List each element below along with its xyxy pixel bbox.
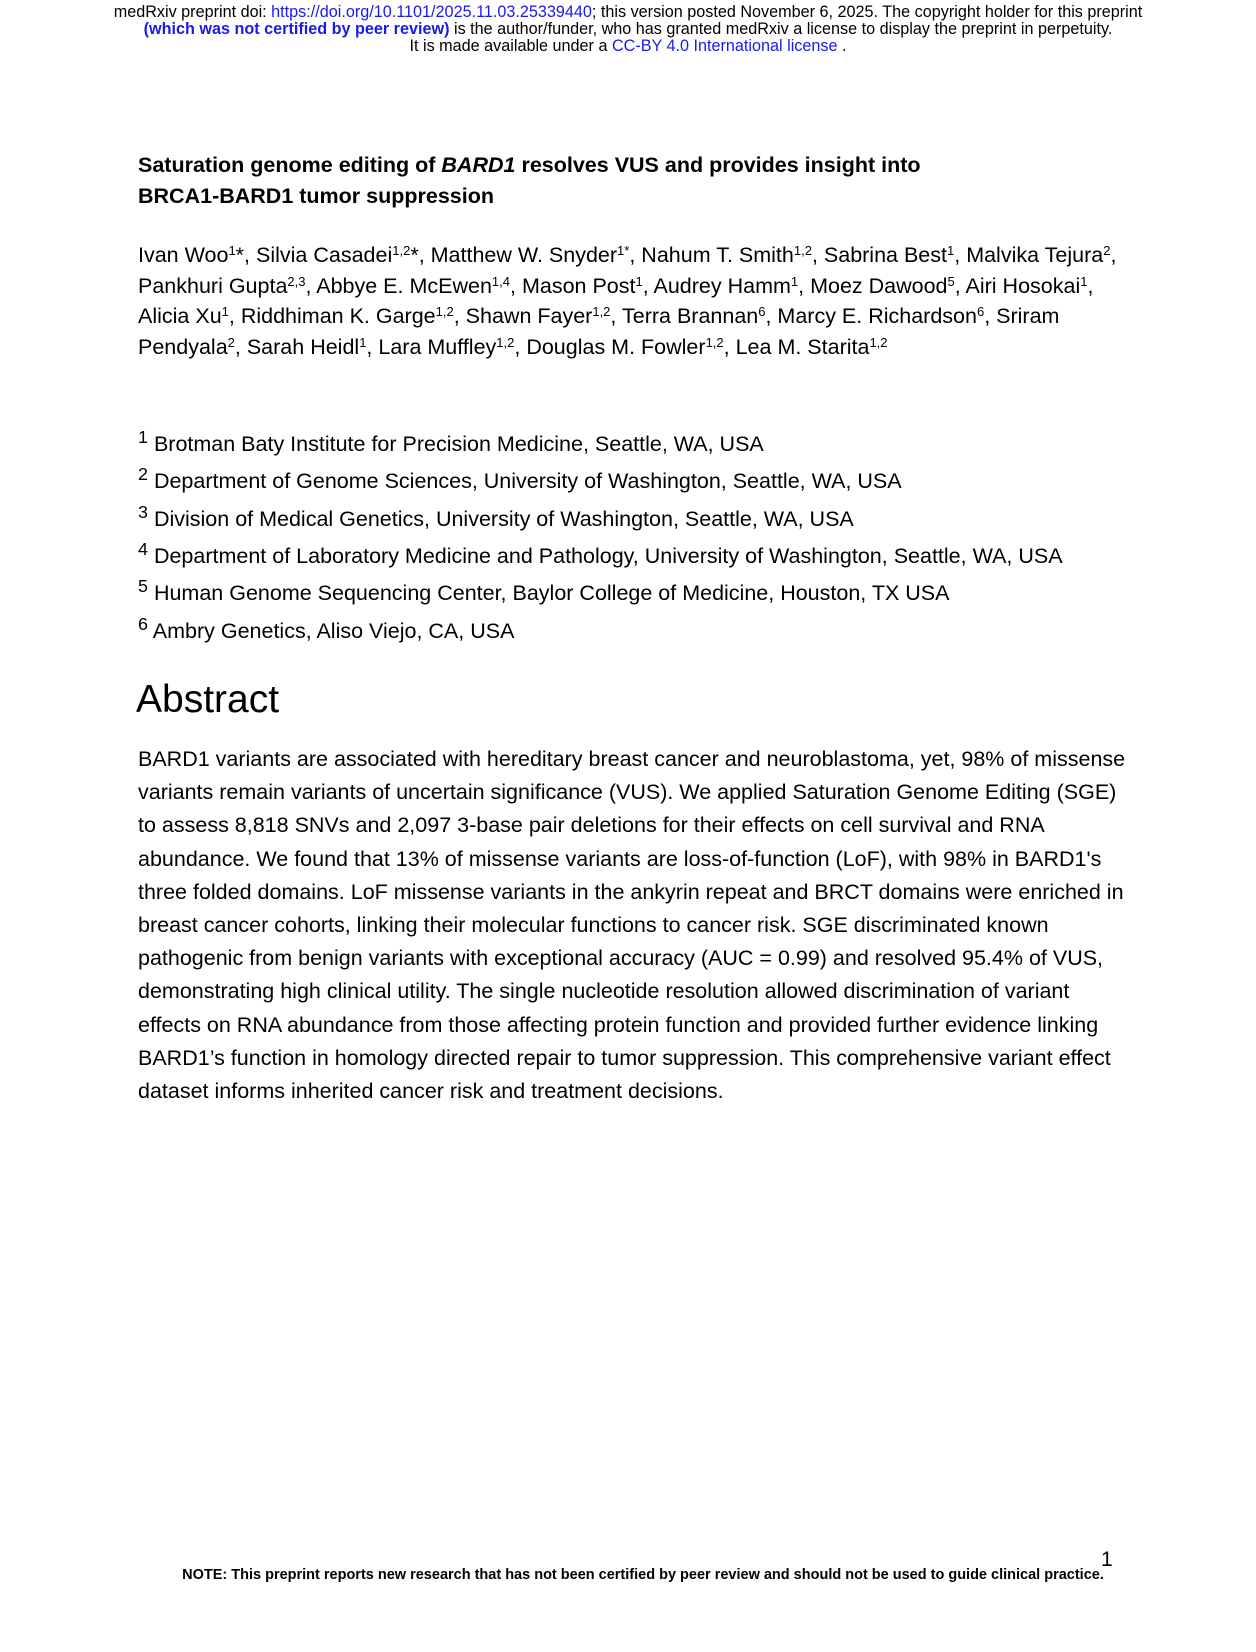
doi-link[interactable]: https://doi.org/10.1101/2025.11.03.25339440 xyxy=(271,3,592,21)
author-affiliation-marker: 2,3 xyxy=(287,273,306,289)
author-entry xyxy=(431,243,630,267)
affiliation-text: Ambry Genetics, Aliso Viejo, CA, USA xyxy=(152,618,515,643)
author-entry xyxy=(316,274,510,298)
author-affiliation-marker: 1,2 xyxy=(392,242,411,258)
author-name: Silvia Casadei xyxy=(256,243,393,267)
author-name: Sarah Heidl xyxy=(246,334,360,359)
author-entry xyxy=(966,243,1110,267)
banner-line-3 xyxy=(0,38,1256,55)
author-entry xyxy=(241,304,454,328)
affiliation-item xyxy=(138,571,1138,608)
banner-line-2 xyxy=(0,21,1256,38)
author-name: Alicia Xu xyxy=(138,304,222,328)
author-entry xyxy=(622,304,765,328)
author-name: Terra Brannan xyxy=(621,304,759,328)
affiliation-text: Brotman Baty Institute for Precision Medicine, Seattle, WA, USA xyxy=(153,432,764,457)
banner-line-2-suffix: is the author/funder, who has granted medRxiv a license to display the preprint in perpetuity. xyxy=(449,20,1113,38)
author-affiliation-marker: 1 xyxy=(1080,273,1088,289)
affiliation-number: 1 xyxy=(138,427,148,447)
abstract-heading: Abstract xyxy=(136,678,280,721)
author-entry xyxy=(256,243,419,267)
author-name: Audrey Hamm xyxy=(653,273,791,298)
title-part-2: resolves VUS and provides insight into xyxy=(515,153,921,177)
author-entry xyxy=(138,304,229,328)
author-affiliation-marker: 1 xyxy=(221,303,229,319)
banner-line-1-suffix: ; this version posted November 6, 2025. The copyright holder for this preprint xyxy=(591,3,1143,21)
author-affiliation-marker: 1,4 xyxy=(491,273,510,289)
paper-title xyxy=(138,150,1138,212)
banner-license-prefix: It is made available under a xyxy=(409,37,612,55)
author-affiliation-marker: 1 xyxy=(635,273,643,289)
author-affiliation-marker: 1 xyxy=(228,242,236,258)
author-entry xyxy=(522,274,643,298)
affiliation-item xyxy=(138,609,1138,646)
affiliation-list xyxy=(138,422,1138,646)
author-entry xyxy=(966,274,1088,298)
author-entry xyxy=(810,274,955,298)
author-name: Lara Muffley xyxy=(378,334,497,359)
author-affiliation-marker: 1,2 xyxy=(592,303,611,319)
author-affiliation-marker: 1,2 xyxy=(869,334,888,350)
affiliation-number: 6 xyxy=(138,613,148,634)
author-name: Douglas M. Fowler xyxy=(526,334,706,359)
author-affiliation-marker: 6 xyxy=(976,303,985,319)
author-entry xyxy=(247,335,367,359)
affiliation-text: Department of Genome Sciences, University of Washington, Seattle, WA, USA xyxy=(153,469,902,494)
author-equal-contribution-mark: * xyxy=(410,243,419,267)
banner-doi-prefix: medRxiv preprint doi: xyxy=(113,3,272,21)
author-name: Matthew W. Snyder xyxy=(430,243,618,267)
author-entry xyxy=(138,274,305,298)
author-name: Airi Hosokai xyxy=(965,273,1081,298)
author-affiliation-marker: 1 xyxy=(359,334,367,350)
affiliation-item xyxy=(138,459,1138,496)
title-gene-name: BARD1 xyxy=(441,153,516,177)
author-name: Shawn Fayer xyxy=(465,304,593,328)
affiliation-number: 3 xyxy=(138,501,148,522)
abstract-body: BARD1 variants are associated with hereditary breast cancer and neuroblastoma, yet, 98% of missense variants remain variants of uncertain significance (VUS). We applied Saturation Genome Editing (SGE) to assess 8,818 SNVs and 2,097 3-base pair deletions for their effects on cell survival and RNA abundance. We found that 13% of missense variants are loss-of-function (LoF), with 98% in BARD1's three folded domains. LoF missense variants in the ankyrin repeat and BRCT domains were enriched in breast cancer cohorts, linking their molecular functions to cancer risk. SGE discriminated known pathogenic from benign variants with exceptional accuracy (AUC = 0.99) and resolved 95.4% of VUS, demonstrating high clinical utility. The single nucleotide resolution allowed discrimination of variant effects on RNA abundance from those affecting protein function and provided further evidence linking BARD1’s function in homology directed repair to tumor suppression. This comprehensive variant effect dataset informs inherited cancer risk and treatment decisions. xyxy=(138,747,1126,1104)
page-number: 1 xyxy=(1101,1548,1113,1571)
author-equal-contribution-mark: * xyxy=(235,243,245,267)
author-affiliation-marker: 2 xyxy=(1103,242,1111,258)
banner-line-3-suffix: . xyxy=(837,37,847,55)
author-affiliation-marker: 1,2 xyxy=(496,334,515,350)
author-list: Ivan Woo$^1$*, Silvia Casadei$^{1,2}$*, Matthew W. Snyder$^{1*}$, Nahum T. Smith$^{1,2}$, Sabrina Best$^1$, Malvika Tejura$^2$, Pankhuri Gupta$^{2,3}$, Abbye E. McEwen$^{1,4}$, Mason Post$^1$, Audrey Hamm$^1$, Moez Dawood$^5$, Airi Hosokai$^1$, Alicia Xu$^1$, Riddhiman K. Garge$^{1,2}$, Shawn Fayer$^{1,2}$, Terra Brannan$^6$, Marcy E. Richardson$^6$, Sriram Pendyala$^2$, Sarah Heidl$^1$, Lara Muffley$^{1,2}$, Douglas M. Fowler$^{1,2}$, Lea M. Starita$^{1,2}$ xyxy=(138,242,1117,359)
title-line-2: BRCA1-BARD1 tumor suppression xyxy=(138,184,494,208)
author-name: Marcy E. Richardson xyxy=(777,304,977,328)
author-entry xyxy=(641,243,812,267)
author-affiliation-marker: 1,2 xyxy=(793,242,812,258)
affiliation-item xyxy=(138,422,1138,459)
author-name: Sriram Pendyala xyxy=(138,304,1060,359)
affiliation-number: 5 xyxy=(138,576,148,597)
affiliation-text: Human Genome Sequencing Center, Baylor College of Medicine, Houston, TX USA xyxy=(153,581,950,606)
author-name: Lea M. Starita xyxy=(735,334,870,359)
author-name: Mason Post xyxy=(521,273,636,298)
author-name: Abbye E. McEwen xyxy=(316,273,492,298)
author-name: Ivan Woo xyxy=(138,243,229,267)
affiliation-item xyxy=(138,534,1138,571)
author-name: Moez Dawood xyxy=(810,273,948,298)
author-affiliation-marker: 5 xyxy=(947,273,955,289)
author-affiliation-marker: 1 xyxy=(947,242,955,258)
author-name: Malvika Tejura xyxy=(966,243,1104,267)
author-affiliation-marker: 1 xyxy=(790,273,799,289)
author-affiliation-marker: 2 xyxy=(227,334,235,350)
author-entry xyxy=(653,274,798,298)
affiliation-text: Department of Laboratory Medicine and Pathology, University of Washington, Seattle, WA, USA xyxy=(153,544,1063,569)
affiliation-item xyxy=(138,497,1138,534)
author-affiliation-marker: 1,2 xyxy=(435,303,454,319)
author-name: Riddhiman K. Garge xyxy=(240,304,436,328)
affiliation-number: 2 xyxy=(138,464,148,485)
author-name: Nahum T. Smith xyxy=(641,243,794,267)
author-affiliation-marker: 6 xyxy=(758,303,766,319)
footer-note: NOTE: This preprint reports new research that has not been certified by peer review and should not be used to guide clinical practice. xyxy=(182,1567,1104,1583)
author-entry xyxy=(138,243,244,267)
author-affiliation-marker: 1,2 xyxy=(705,334,724,350)
title-part-1: Saturation genome editing of xyxy=(138,153,442,177)
banner-line-1 xyxy=(0,4,1256,21)
preprint-banner xyxy=(0,4,1256,55)
license-link[interactable]: CC-BY 4.0 International license xyxy=(611,37,838,55)
author-entry xyxy=(736,335,888,359)
author-entry xyxy=(526,335,723,359)
author-affiliation-marker: 1* xyxy=(617,242,630,258)
author-entry xyxy=(378,335,514,359)
affiliation-number: 4 xyxy=(138,539,148,560)
peer-review-link[interactable]: (which was not certified by peer review) xyxy=(143,20,450,38)
author-name: Pankhuri Gupta xyxy=(138,273,288,298)
author-entry xyxy=(824,243,954,267)
affiliation-text: Division of Medical Genetics, University of Washington, Seattle, WA, USA xyxy=(153,506,854,531)
author-entry xyxy=(777,304,984,328)
author-entry xyxy=(466,304,611,328)
author-name: Sabrina Best xyxy=(823,243,947,267)
